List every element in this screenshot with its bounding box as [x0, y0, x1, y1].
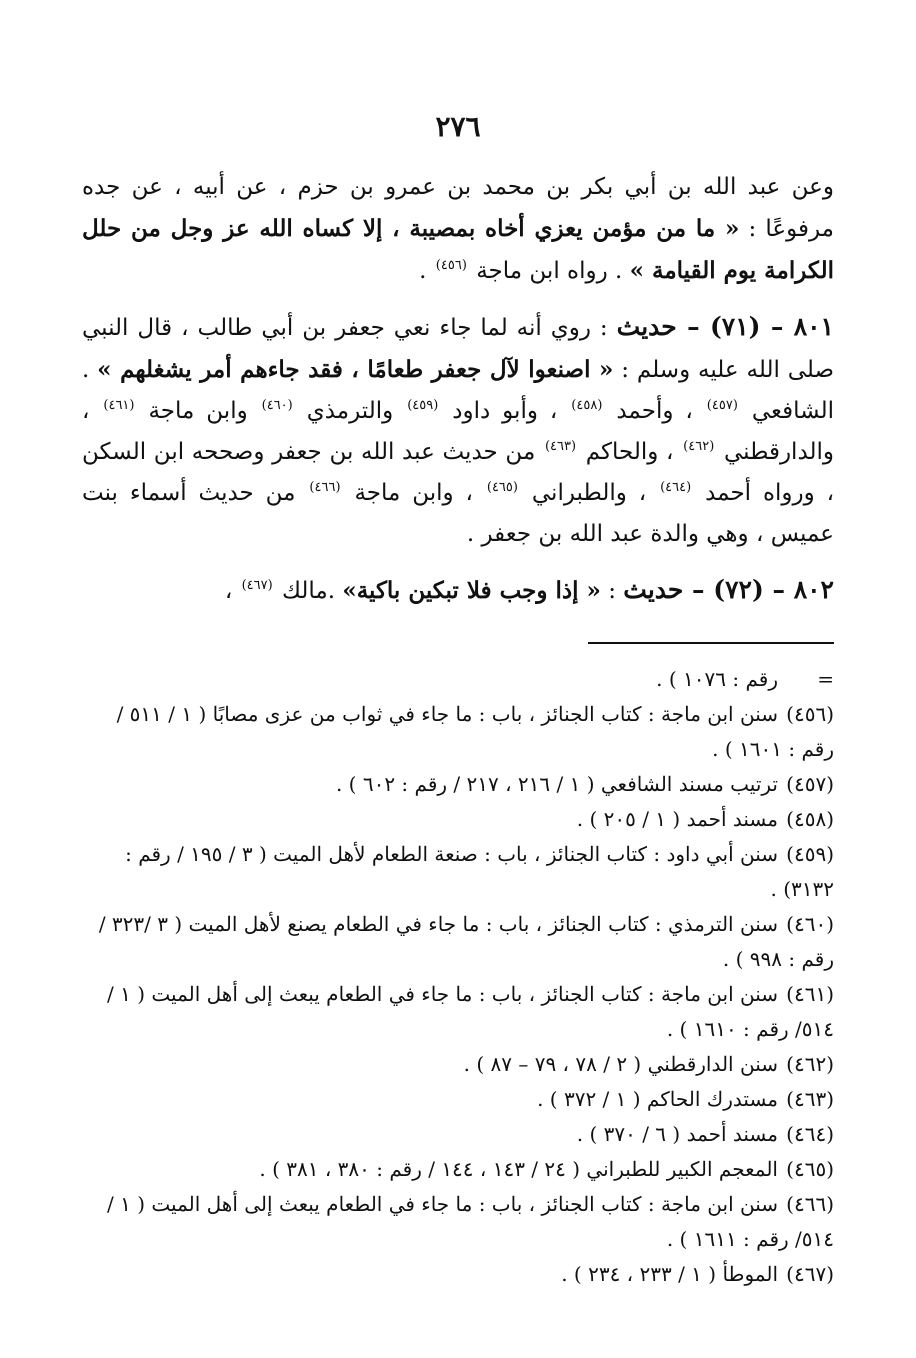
paragraph-3-quote: « إذا وجب فلا تبكين باكية» — [342, 577, 601, 604]
footnote-item — [82, 767, 834, 802]
footnote-number: (٤٦٧) — [786, 1262, 834, 1286]
footnote-text: سنن ابن ماجة : كتاب الجنائز ، باب : ما جاء في الطعام يبعث إلى أهل الميت ( ١ / ٥١٤/ رقم : ١٦١٠ ) . — [107, 982, 834, 1041]
footnote-number: (٤٥٧) — [786, 772, 834, 796]
footnote-item — [82, 697, 834, 767]
footnote-ref[interactable]: (٤٦٠) — [261, 398, 293, 414]
footnote-item — [82, 1047, 834, 1082]
footnote-text: مستدرك الحاكم ( ١ / ٣٧٢ ) . — [537, 1087, 778, 1111]
footnote-ref[interactable]: (٤٦٢) — [683, 439, 715, 455]
footnote-text: مسند أحمد ( ١ / ٢٠٥ ) . — [576, 807, 778, 831]
footnote-text: ترتيب مسند الشافعي ( ١ / ٢١٦ ، ٢١٧ / رقم : ٦٠٢ ) . — [335, 772, 778, 796]
footnote-ref[interactable]: (٤٦٧) — [241, 578, 273, 594]
footnote-number: (٤٦٥) — [786, 1157, 834, 1181]
footnote-number: (٤٦٣) — [786, 1087, 834, 1111]
footnote-ref[interactable]: (٤٦٤) — [660, 480, 692, 496]
paragraph-1-quote: « ما من مؤمن يعزي أخاه بمصيبة ، إلا كساه الله عز وجل من حلل الكرامة يوم القيامة » — [82, 215, 834, 284]
paragraph-1 — [82, 167, 834, 292]
footnote-number: (٤٦٢) — [786, 1052, 834, 1076]
footnote-text: سنن الدارقطني ( ٢ / ٧٨ ، ٧٩ – ٨٧ ) . — [463, 1052, 778, 1076]
hadith-801-title: ٨٠١ – (٧١) – حديث — [616, 312, 834, 341]
text-segment: ، وابن ماجة — [354, 480, 473, 506]
footnote-number: (٤٦١) — [786, 982, 834, 1006]
footnote-ref[interactable]: (٤٦٥) — [486, 480, 518, 496]
footnote-ref[interactable]: (٤٥٨) — [571, 398, 603, 414]
footnote-item — [82, 837, 834, 907]
footnote-text: سنن الترمذي : كتاب الجنائز ، باب : ما جاء في الطعام يصنع لأهل الميت ( ٣ /٣٢٣ / رقم : ٩٩٨ ) . — [98, 912, 834, 971]
footnote-number: (٤٦٠) — [786, 912, 834, 936]
footnote-item — [82, 907, 834, 977]
footnote-ref[interactable]: (٤٥٧) — [706, 398, 738, 414]
footnote-number: = — [817, 667, 834, 691]
paragraph-3-after: .مالك — [281, 578, 336, 604]
paragraph-1-after: . رواه ابن ماجة — [476, 258, 623, 284]
paragraph-2-quote: « اصنعوا لآل جعفر طعامًا ، فقد جاءهم أمر يشغلهم » — [97, 356, 614, 383]
text-segment: وابن ماجة — [148, 398, 248, 424]
footnote-number: (٤٥٨) — [786, 807, 834, 831]
footnote-number: (٤٦٤) — [786, 1122, 834, 1146]
footnote-text: سنن أبي داود : كتاب الجنائز ، باب : صنعة الطعام لأهل الميت ( ٣ / ١٩٥ / رقم : ٣١٣٢) . — [125, 842, 834, 901]
paragraph-1-end: . — [419, 258, 427, 284]
footnote-text: سنن ابن ماجة : كتاب الجنائز ، باب : ما جاء في ثواب من عزى مصابًا ( ١ / ٥١١ / رقم : ١٦٠١ ) . — [116, 702, 834, 761]
footnote-text: الموطأ ( ١ / ٢٣٣ ، ٢٣٤ ) . — [561, 1262, 778, 1286]
text-segment: ، والطبراني — [531, 480, 647, 506]
paragraph-3 — [82, 569, 834, 612]
footnote-ref[interactable]: (٤٦١) — [103, 398, 135, 414]
text-segment: من حديث عبد الله بن جعفر وصححه ابن السكن ، ورواه أحمد — [82, 439, 835, 506]
paragraph-3-end: ، — [224, 578, 233, 604]
paragraph-3-colon: : — [608, 578, 616, 604]
hadith-802-title: ٨٠٢ – (٧٢) – حديث — [623, 575, 834, 604]
text-segment: ، والدارقطني — [82, 398, 835, 465]
footnote-item — [82, 662, 834, 697]
text-segment: والترمذي — [306, 398, 394, 424]
footnote-item — [82, 1187, 834, 1257]
page-number: ٢٧٦ — [435, 110, 481, 143]
paragraph-1-intro: وعن عبد الله بن أبي بكر بن محمد بن عمرو بن حزم ، عن أبيه ، عن جده مرفوعًا : — [82, 174, 834, 242]
text-segment: ، والحاكم — [585, 439, 674, 465]
footnote-text: المعجم الكبير للطبراني ( ٢٤ / ١٤٣ ، ١٤٤ / رقم : ٣٨٠ ، ٣٨١ ) . — [259, 1157, 778, 1181]
footnote-number: (٤٥٦) — [786, 702, 834, 726]
footnote-item — [82, 1082, 834, 1117]
footnote-number: (٤٦٦) — [786, 1192, 834, 1216]
text-segment: . الشافعي — [82, 357, 835, 424]
footnote-ref[interactable]: (٤٥٩) — [407, 398, 439, 414]
footnote-item — [82, 977, 834, 1047]
paragraph-2-intro: : روي أنه لما جاء نعي جعفر بن أبي طالب ، قال النبي صلى الله عليه وسلم : — [82, 315, 835, 383]
footnote-ref[interactable]: (٤٥٦) — [435, 258, 467, 274]
footnote-item — [82, 1152, 834, 1187]
text-segment: ، وأبو داود — [452, 398, 558, 424]
footnote-ref[interactable]: (٤٦٣) — [544, 439, 577, 455]
footnote-separator — [588, 642, 834, 644]
footnote-text: رقم : ١٠٧٦ ) . — [656, 667, 778, 691]
paragraph-2 — [82, 306, 834, 555]
footnote-item — [82, 802, 834, 837]
footnotes-list — [82, 662, 834, 1292]
footnote-text: سنن ابن ماجة : كتاب الجنائز ، باب : ما جاء في الطعام يبعث إلى أهل الميت ( ١ / ٥١٤/ رقم : ١٦١١ ) . — [107, 1192, 834, 1251]
text-segment: من حديث أسماء بنت عميس ، وهي والدة عبد الله بن جعفر . — [82, 480, 834, 547]
footnote-item — [82, 1257, 834, 1292]
footnote-text: مسند أحمد ( ٦ / ٣٧٠ ) . — [576, 1122, 778, 1146]
footnote-ref[interactable]: (٤٦٦) — [309, 480, 341, 496]
text-segment: ، وأحمد — [616, 398, 693, 424]
footnote-number: (٤٥٩) — [786, 842, 834, 866]
footnote-item — [82, 1117, 834, 1152]
